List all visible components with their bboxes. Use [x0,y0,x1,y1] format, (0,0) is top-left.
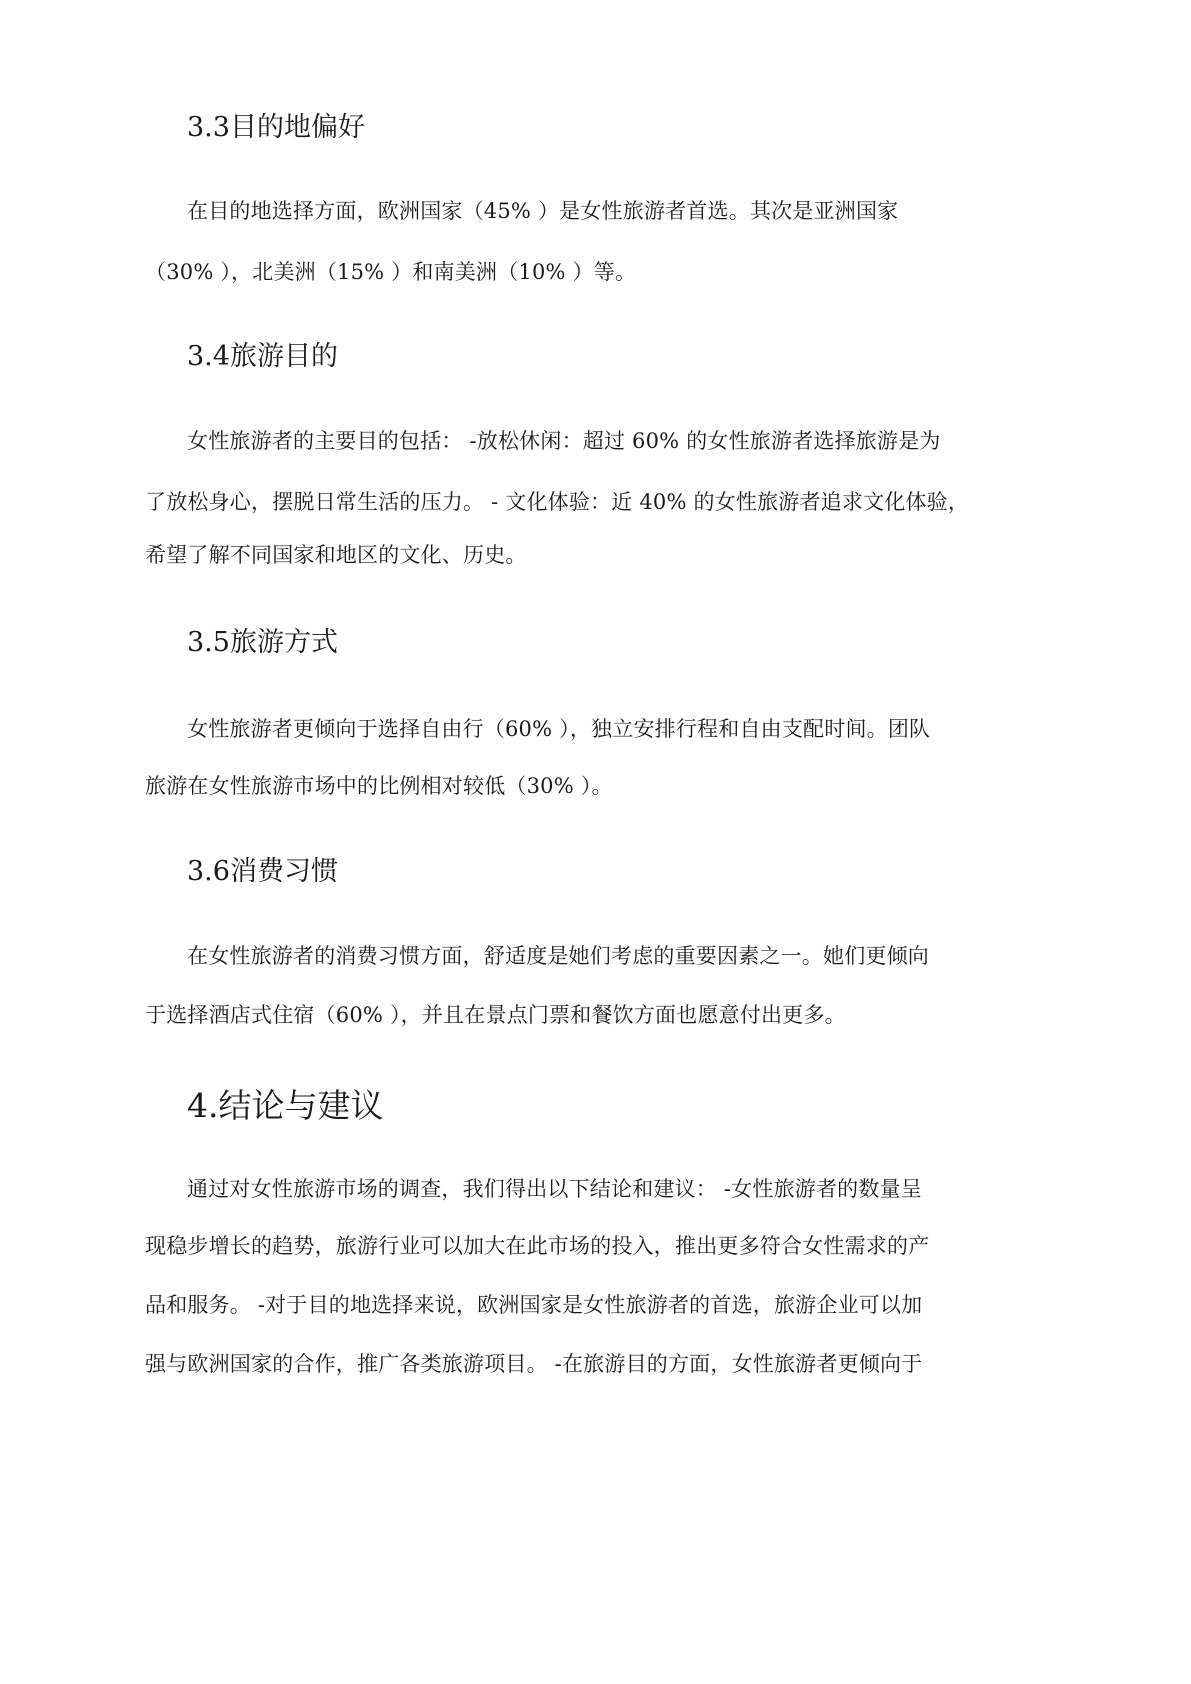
section-heading-3-5: 3.5旅游方式 [187,627,338,658]
section-heading-3-6: 3.6消费习惯 [187,856,338,887]
section-heading-4: 4.结论与建议 [187,1086,384,1125]
paragraph-line: 于选择酒店式住宿（60% ），并且在景点门票和餐饮方面也愿意付出更多。 [145,1003,846,1027]
paragraph-line: 女性旅游者的主要目的包括： -放松休闲：超过 60% 的女性旅游者选择旅游是为 [187,429,941,453]
paragraph-line: （30% ），北美洲（15% ）和南美洲（10% ）等。 [145,260,637,284]
paragraph-line: 旅游在女性旅游市场中的比例相对较低（30% ）。 [145,774,613,798]
paragraph-line: 在女性旅游者的消费习惯方面，舒适度是她们考虑的重要因素之一。她们更倾向 [187,944,929,968]
section-heading-3-3: 3.3目的地偏好 [187,112,365,143]
paragraph-line: 了放松身心，摆脱日常生活的压力。 - 文化体验：近 40% 的女性旅游者追求文化体验， [145,490,970,514]
section-heading-3-4: 3.4旅游目的 [187,341,338,372]
paragraph-line: 品和服务。 -对于目的地选择来说，欧洲国家是女性旅游者的首选，旅游企业可以加 [145,1293,923,1317]
paragraph-line: 现稳步增长的趋势，旅游行业可以加大在此市场的投入，推出更多符合女性需求的产 [145,1234,930,1258]
paragraph-line: 女性旅游者更倾向于选择自由行（60% ），独立安排行程和自由支配时间。团队 [187,717,931,741]
paragraph-line: 希望了解不同国家和地区的文化、历史。 [145,543,527,567]
paragraph-line: 强与欧洲国家的合作，推广各类旅游项目。 -在旅游目的方面，女性旅游者更倾向于 [145,1352,923,1376]
paragraph-line: 在目的地选择方面，欧洲国家（45% ）是女性旅游者首选。其次是亚洲国家 [187,199,899,223]
paragraph-line: 通过对女性旅游市场的调查，我们得出以下结论和建议： -女性旅游者的数量呈 [187,1177,922,1201]
